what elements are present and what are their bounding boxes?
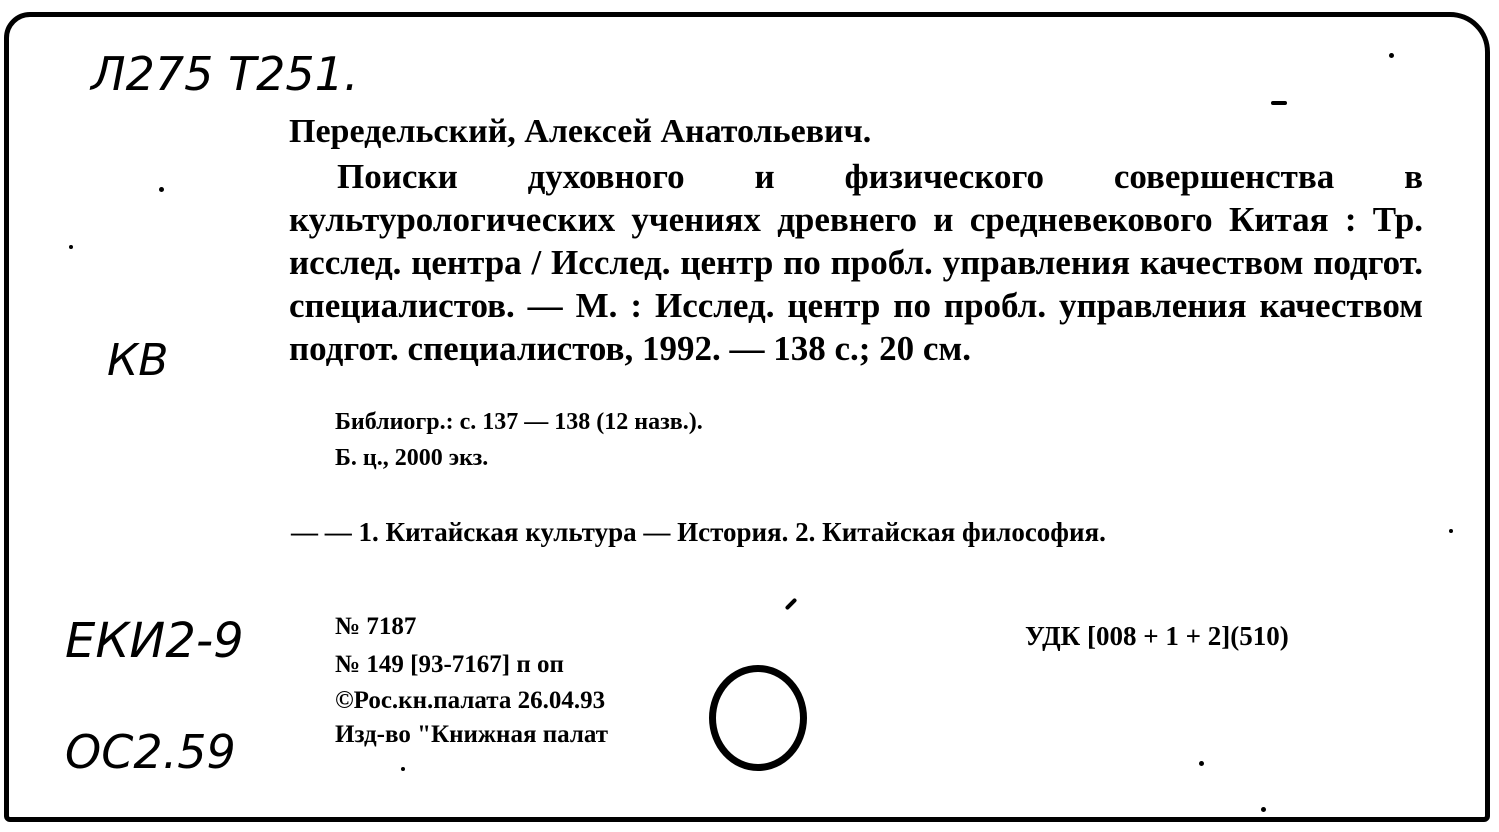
record-number-2: № 149 [93-7167] п оп <box>335 651 564 678</box>
ink-speck <box>69 245 73 249</box>
catalog-card <box>4 12 1490 822</box>
ink-speck <box>1449 529 1453 533</box>
ink-speck <box>1271 101 1287 105</box>
ink-speck <box>1389 53 1394 58</box>
price-copies-note: Б. ц., 2000 экз. <box>335 445 489 471</box>
author-heading: Передельский, Алексей Анатольевич. <box>289 113 872 150</box>
subject-headings: — — 1. Китайская культура — История. 2. Китайская философия. <box>291 517 1106 547</box>
record-number-1: № 7187 <box>335 613 417 640</box>
ink-speck <box>785 598 798 611</box>
ink-speck <box>159 187 164 192</box>
bibliographic-description <box>289 155 1423 370</box>
handwritten-mark-oc: ОС2.59 <box>65 725 236 779</box>
ink-speck <box>401 767 405 771</box>
handwritten-mark-kb: КВ <box>107 335 169 386</box>
circle-stamp-mark <box>709 665 807 771</box>
ink-speck <box>1261 807 1266 812</box>
handwritten-mark-eki: ЕКИ2-9 <box>65 613 244 669</box>
description-text: Поиски духовного и физического совершенства в культурологических учениях древнего и средневекового Китая : Тр. исслед. центра / Исслед. центр по пробл. управления качеством подгот. специалистов. — М. : Исслед. центр по пробл. управления качеством подгот. специалистов, 1992. — 138 с.; 20 см. <box>289 157 1423 368</box>
copyright-line: ©Рос.кн.палата 26.04.93 <box>335 687 606 714</box>
udk-code: УДК [008 + 1 + 2](510) <box>1025 621 1289 651</box>
publisher-line: Изд-во "Книжная палат <box>335 721 608 748</box>
handwritten-call-number: Л275 Т251. <box>91 47 359 101</box>
bibliography-note: Библиогр.: с. 137 — 138 (12 назв.). <box>335 409 703 435</box>
ink-speck <box>1199 761 1204 766</box>
